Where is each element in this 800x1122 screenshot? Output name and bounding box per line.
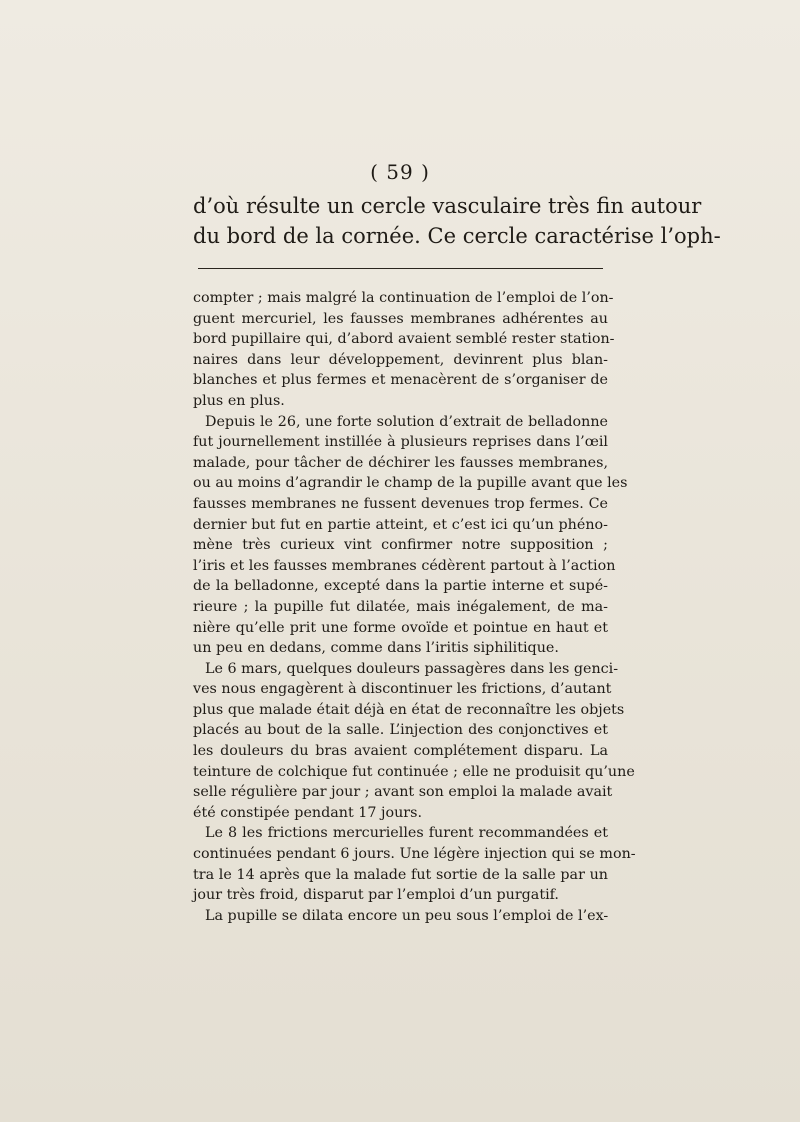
text-line: teinture de colchique fut continuée ; elle ne produisit qu’une [193,763,635,780]
text-line: un peu en dedans, comme dans l’iritis siphilitique. [193,640,559,657]
text-line: jour très froid, disparut par l’emploi d’un purgatif. [193,887,559,904]
text-line: continuées pendant 6 jours. Une légère injection qui se mon- [193,846,636,863]
heading-text [193,191,721,251]
text-line: ves nous engagèrent à discontinuer les frictions, d’autant [193,681,612,698]
text-line: La pupille se dilata encore un peu sous l’emploi de l’ex- [205,907,609,924]
text-line: Le 8 les frictions mercurielles furent recommandées et [205,825,608,842]
text-line: naires dans leur développement, devinrent plus blan- [193,351,608,368]
text-line: selle régulière par jour ; avant son emploi la malade avait [193,784,613,801]
page-number: ( 59 ) [370,160,430,184]
text-line: l’iris et les fausses membranes cédèrent partout à l’action [193,557,616,574]
text-line: plus en plus. [193,392,285,409]
text-line: plus que malade était déjà en état de reconnaître les objets [193,701,625,718]
text-line: tra le 14 après que la malade fut sortie de la salle par un [193,866,608,883]
text-line: mène très curieux vint confirmer notre supposition ; [193,537,608,554]
text-line: été constipée pendant 17 jours. [193,804,423,821]
heading-line: du bord de la cornée. Ce cercle caractérise l’oph- [193,224,721,248]
text-line: compter ; mais malgré la continuation de l’emploi de l’on- [193,290,614,306]
text-line: guent mercuriel, les fausses membranes adhérentes au [193,310,608,327]
text-line: dernier but fut en partie atteint, et c’est ici qu’un phéno- [193,516,608,533]
text-line: bord pupillaire qui, d’abord avaient semblé rester station- [193,331,615,348]
text-line: rieure ; la pupille fut dilatée, mais inégalement, de ma- [193,598,608,615]
text-line: malade, pour tâcher de déchirer les fausses membranes, [193,454,608,471]
body-text [193,288,636,926]
text-line: fausses membranes ne fussent devenues trop fermes. Ce [193,495,608,512]
text-line: placés au bout de la salle. L’injection des conjonctives et [193,722,608,739]
heading-line: d’où résulte un cercle vasculaire très fin autour [193,194,702,218]
text-line: fut journellement instillée à plusieurs reprises dans l’œil [193,434,608,451]
text-line: les douleurs du bras avaient complétement disparu. La [193,743,608,760]
separator-rule [198,268,603,269]
text-line: de la belladonne, excepté dans la partie interne et supé- [193,578,608,595]
text-line: Depuis le 26, une forte solution d’extrait de belladonne [205,413,608,430]
text-line: nière qu’elle prit une forme ovoïde et pointue en haut et [193,619,608,636]
text-line: blanches et plus fermes et menacèrent de s’organiser de [193,372,608,389]
text-line: Le 6 mars, quelques douleurs passagères dans les genci- [205,660,619,677]
text-line: ou au moins d’agrandir le champ de la pupille avant que les [193,475,628,492]
